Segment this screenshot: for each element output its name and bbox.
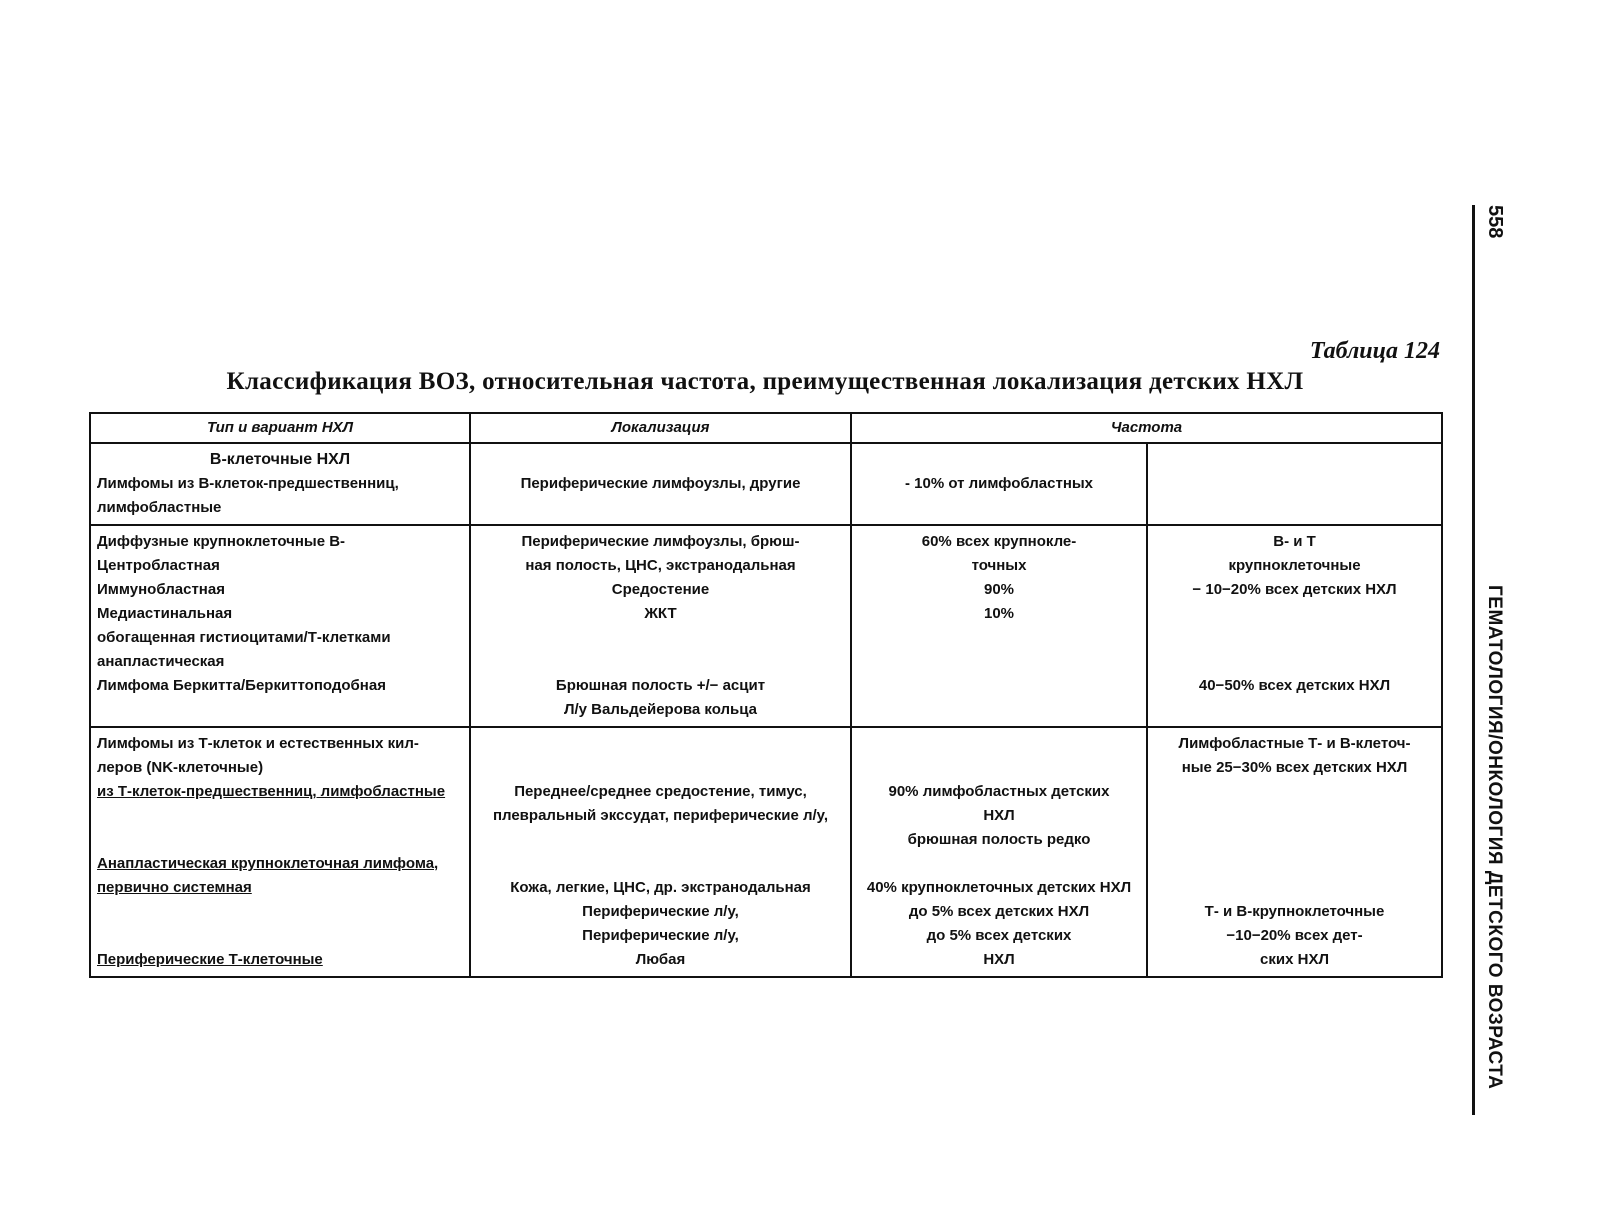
cell-line bbox=[1154, 876, 1435, 900]
cell-line: ная полость, ЦНС, экстранодальная bbox=[525, 557, 796, 574]
cell-line: 40−50% всех детских НХЛ bbox=[1198, 677, 1391, 694]
running-title: ГЕМАТОЛОГИЯ/ОНКОЛОГИЯ ДЕТСКОГО ВОЗРАСТА bbox=[1484, 585, 1505, 1090]
b-cell-heading: В-клеточные НХЛ bbox=[209, 451, 351, 468]
table-header-row bbox=[90, 413, 1442, 443]
header-localization: Локализация bbox=[470, 413, 851, 443]
cell-line bbox=[1154, 852, 1435, 876]
cell-frequency bbox=[851, 443, 1147, 525]
table-row bbox=[90, 727, 1442, 977]
cell-line: 40% крупноклеточных детских НХЛ bbox=[866, 879, 1132, 896]
cell-line: Иммунобластная bbox=[97, 581, 225, 598]
cell-line bbox=[1154, 780, 1435, 804]
cell-frequency-total bbox=[1147, 443, 1442, 525]
cell-line: ЖКТ bbox=[644, 605, 677, 622]
cell-line: обогащенная гистиоцитами/Т-клетками bbox=[97, 629, 391, 646]
page-number: 558 bbox=[1484, 205, 1506, 239]
cell-line: плевральный экссудат, периферические л/у, bbox=[492, 807, 829, 824]
cell-line: точных bbox=[971, 557, 1027, 574]
cell-localization bbox=[470, 727, 851, 977]
cell-spacer bbox=[97, 804, 463, 828]
cell-line: леров (NK-клеточные) bbox=[97, 759, 264, 776]
cell-type bbox=[90, 443, 470, 525]
anaplastic-line: Анапластическая крупноклеточная лимфома, bbox=[97, 855, 439, 872]
cell-line: Кожа, легкие, ЦНС, др. экстранодальная bbox=[510, 879, 811, 896]
cell-line: Т- и В-крупноклеточные bbox=[1204, 903, 1385, 920]
cell-line: Периферические л/у, bbox=[582, 927, 739, 944]
table-number: Таблица 124 bbox=[1309, 338, 1440, 364]
cell-line: Переднее/среднее средостение, тимус, bbox=[514, 783, 807, 800]
cell-line: Медиастинальная bbox=[97, 605, 233, 622]
cell-line bbox=[477, 626, 844, 650]
cell-line: Средостение bbox=[611, 581, 710, 598]
cell-line bbox=[477, 650, 844, 674]
cell-line: Лимфобластные Т- и В-клеточ- bbox=[1178, 735, 1411, 752]
peripheral-t-line: Периферические Т-клеточные bbox=[97, 951, 323, 968]
cell-spacer bbox=[97, 828, 463, 852]
cell-line: Любая bbox=[635, 951, 686, 968]
cell-spacer bbox=[97, 924, 463, 948]
cell-line: анапластическая bbox=[97, 653, 225, 670]
table-row bbox=[90, 525, 1442, 727]
cell-line bbox=[477, 756, 844, 780]
cell-localization bbox=[470, 525, 851, 727]
cell-type bbox=[90, 727, 470, 977]
cell-line: Л/у Вальдейерова кольца bbox=[563, 701, 757, 718]
t-precursor-line: из Т-клеток-предшественниц, лимфобластные bbox=[97, 783, 446, 800]
cell-line: крупноклеточные bbox=[1228, 557, 1361, 574]
cell-type bbox=[90, 525, 470, 727]
cell-line: 90% лимфобластных детских bbox=[888, 783, 1110, 800]
cell-line bbox=[1154, 650, 1435, 674]
cell-line: В- и Т bbox=[1273, 533, 1316, 550]
cell-line bbox=[1154, 828, 1435, 852]
cell-line: Диффузные крупноклеточные В- bbox=[97, 533, 346, 550]
cell-line: 90% bbox=[983, 581, 1015, 598]
cell-line bbox=[858, 732, 1140, 756]
cell-line: − 10−20% всех детских НХЛ bbox=[1192, 581, 1397, 598]
cell-line bbox=[477, 828, 844, 852]
cell-frequency-total bbox=[1147, 727, 1442, 977]
cell-line bbox=[858, 852, 1140, 876]
cell-line: Лимфома Беркитта/Беркиттоподобная bbox=[97, 677, 386, 694]
cell-line: лимфобластные bbox=[97, 499, 222, 516]
cell-line bbox=[477, 732, 844, 756]
cell-line: ских НХЛ bbox=[1260, 951, 1329, 968]
table-title: Классификация ВОЗ, относительная частота, преимущественная локализация детских НХЛ bbox=[226, 368, 1304, 395]
cell-line: Центробластная bbox=[97, 557, 220, 574]
cell-line: НХЛ bbox=[983, 807, 1015, 824]
table-row bbox=[90, 443, 1442, 525]
cell-line: Лимфомы из В-клеток-предшественниц, bbox=[97, 475, 399, 492]
cell-frequency-total bbox=[1147, 525, 1442, 727]
cell-line: до 5% всех детских НХЛ bbox=[908, 903, 1090, 920]
cell-line bbox=[477, 852, 844, 876]
cell-line: −10−20% всех дет- bbox=[1226, 927, 1363, 944]
cell-frequency bbox=[851, 525, 1147, 727]
cell-line: Периферические лимфоузлы, другие bbox=[520, 475, 801, 492]
header-frequency: Частота bbox=[851, 413, 1442, 443]
cell-line bbox=[1154, 804, 1435, 828]
cell-localization bbox=[470, 443, 851, 525]
cell-line: Периферические лимфоузлы, брюш- bbox=[521, 533, 800, 550]
cell-line: Периферические л/у, bbox=[582, 903, 739, 920]
cell-line: 60% всех крупнокле- bbox=[921, 533, 1077, 550]
side-margin bbox=[1472, 205, 1515, 1115]
cell-line: НХЛ bbox=[983, 951, 1015, 968]
cell-line: 10% bbox=[983, 605, 1015, 622]
nhl-classification-table bbox=[89, 412, 1443, 978]
cell-line bbox=[1154, 626, 1435, 650]
cell-line bbox=[858, 756, 1140, 780]
cell-line: Лимфомы из Т-клеток и естественных кил- bbox=[97, 735, 419, 752]
cell-line: - 10% от лимфобластных bbox=[904, 475, 1094, 492]
cell-line: Брюшная полость +/− асцит bbox=[555, 677, 766, 694]
header-type: Тип и вариант НХЛ bbox=[90, 413, 470, 443]
cell-frequency bbox=[851, 727, 1147, 977]
anaplastic-line: первично системная bbox=[97, 879, 252, 896]
cell-line: до 5% всех детских bbox=[926, 927, 1072, 944]
cell-spacer bbox=[97, 900, 463, 924]
cell-line: брюшная полость редко bbox=[907, 831, 1091, 848]
cell-line bbox=[1154, 602, 1435, 626]
cell-line: ные 25−30% всех детских НХЛ bbox=[1181, 759, 1408, 776]
